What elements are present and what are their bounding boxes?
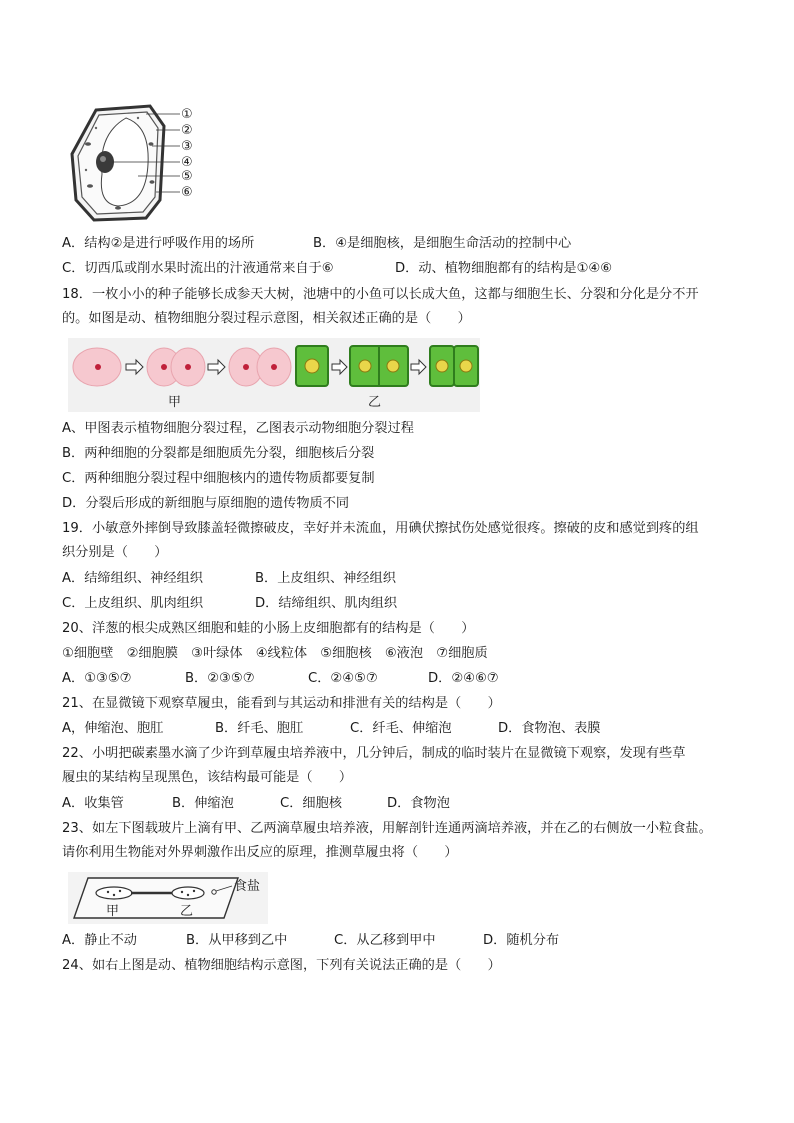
- q20-option-b: B．②③⑤⑦: [185, 671, 255, 686]
- q19-option-d: D．结缔组织、肌肉组织: [255, 596, 398, 611]
- slide-experiment-figure: [68, 872, 268, 924]
- q22-option-c: C．细胞核: [280, 796, 342, 811]
- cell-label-4: ④: [181, 155, 193, 170]
- q18-option-b: B．两种细胞的分裂都是细胞质先分裂，细胞核后分裂: [62, 446, 375, 461]
- q21-stem: 21、在显微镜下观察草履虫，能看到与其运动和排泄有关的结构是（ ）: [62, 696, 501, 711]
- figure-label-yi: 乙: [368, 395, 382, 410]
- q20-option-d: D．②④⑥⑦: [428, 671, 499, 686]
- drop-label-yi: 乙: [180, 904, 194, 919]
- q21-option-b: B．纤毛、胞肛: [215, 721, 304, 736]
- q21-option-a: A，伸缩泡、胞肛: [62, 721, 164, 736]
- q23-option-b: B．从甲移到乙中: [186, 933, 288, 948]
- q21-option-d: D．食物泡、表膜: [498, 721, 601, 736]
- cell-label-6: ⑥: [181, 185, 193, 200]
- q18-stem-line2: 的。如图是动、植物细胞分裂过程示意图，相关叙述正确的是（ ）: [62, 311, 471, 326]
- q21-option-c: C．纤毛、伸缩泡: [350, 721, 452, 736]
- q19-option-c: C．上皮组织、肌肉组织: [62, 596, 204, 611]
- cell-label-3: ③: [181, 139, 193, 154]
- drop-label-jia: 甲: [106, 904, 120, 919]
- q20-stem: 20、洋葱的根尖成熟区细胞和蛙的小肠上皮细胞都有的结构是（ ）: [62, 621, 475, 636]
- q19-stem-line1: 19．小敏意外摔倒导致膝盖轻微擦破皮，幸好并未流血，用碘伏擦拭伤处感觉很疼。擦破的皮和感觉到疼的组: [62, 521, 699, 536]
- q22-option-a: A．收集管: [62, 796, 124, 811]
- q23-stem-line2: 请你利用生物能对外界刺激作出反应的原理，推测草履虫将（ ）: [62, 845, 458, 860]
- q23-option-a: A．静止不动: [62, 933, 137, 948]
- cell-division-figure: [68, 338, 480, 412]
- q17-option-c: C．切西瓜或削水果时流出的汁液通常来自于⑥: [62, 261, 334, 276]
- q22-stem-line1: 22、小明把碳素墨水滴了少许到草履虫培养液中，几分钟后，制成的临时装片在显微镜下观察，发现有些草: [62, 746, 686, 761]
- q17-option-a: A．结构②是进行呼吸作用的场所: [62, 236, 255, 251]
- q22-option-b: B．伸缩泡: [172, 796, 234, 811]
- q20-option-c: C．②④⑤⑦: [308, 671, 378, 686]
- q18-stem-line1: 18．一枚小小的种子能够长成参天大树，池塘中的小鱼可以长成大鱼，这都与细胞生长、分裂和分化是分不开: [62, 287, 699, 302]
- cell-label-2: ②: [181, 123, 193, 138]
- q18-option-c: C．两种细胞分裂过程中细胞核内的遗传物质都要复制: [62, 471, 375, 486]
- q19-option-a: A．结缔组织、神经组织: [62, 571, 203, 586]
- q19-stem-line2: 织分别是（ ）: [62, 545, 168, 560]
- q24-stem: 24、如右上图是动、植物细胞结构示意图，下列有关说法正确的是（ ）: [62, 958, 501, 973]
- q20-option-a: A．①③⑤⑦: [62, 671, 132, 686]
- q19-option-b: B．上皮组织、神经组织: [255, 571, 396, 586]
- q23-option-d: D．随机分布: [483, 933, 560, 948]
- cell-label-1: ①: [181, 107, 193, 122]
- plant-cell-figure: [68, 104, 208, 222]
- q17-option-b: B．④是细胞核，是细胞生命活动的控制中心: [313, 236, 572, 251]
- salt-label: 食盐: [234, 879, 261, 894]
- q18-option-a: A、甲图表示植物细胞分裂过程，乙图表示动物细胞分裂过程: [62, 421, 414, 436]
- figure-label-jia: 甲: [168, 395, 182, 410]
- q17-option-d: D．动、植物细胞都有的结构是①④⑥: [395, 261, 613, 276]
- q20-items: ①细胞壁 ②细胞膜 ③叶绿体 ④线粒体 ⑤细胞核 ⑥液泡 ⑦细胞质: [62, 646, 488, 661]
- q18-option-d: D．分裂后形成的新细胞与原细胞的遗传物质不同: [62, 496, 350, 511]
- cell-label-5: ⑤: [181, 169, 193, 184]
- q22-stem-line2: 履虫的某结构呈现黑色，该结构最可能是（ ）: [62, 770, 353, 785]
- q23-stem-line1: 23、如左下图载玻片上滴有甲、乙两滴草履虫培养液，用解剖针连通两滴培养液，并在乙的右侧放一小粒食盐。: [62, 821, 712, 836]
- q22-option-d: D．食物泡: [387, 796, 450, 811]
- q23-option-c: C．从乙移到甲中: [334, 933, 436, 948]
